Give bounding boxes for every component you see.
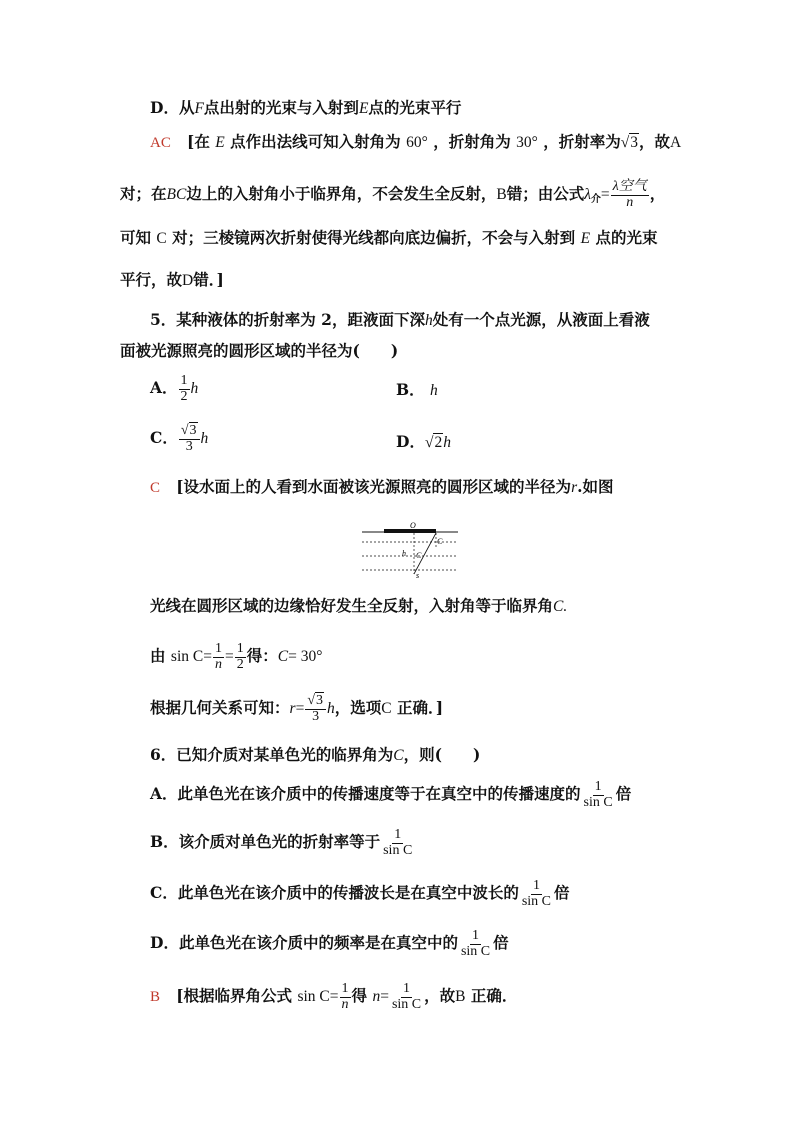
fraction-1-over-sinc — [381, 828, 414, 858]
text: [设水面上的人看到水面被该光源照亮的圆形区域的半径为 — [176, 477, 572, 496]
q5-option-a — [150, 374, 198, 404]
angle-30: = 30° — [288, 648, 323, 666]
text: 正确． — [470, 986, 518, 1006]
fraction-half — [179, 374, 190, 404]
denominator: n — [341, 996, 349, 1012]
sqrt-2: √2 — [424, 434, 443, 451]
answer-key: AC — [150, 135, 171, 151]
option-b-ref: B — [496, 186, 507, 204]
denominator: n — [626, 194, 634, 210]
text: A．此单色光在该介质中的传播速度等于在真空中的传播速度的 — [150, 784, 581, 804]
var-h: h — [443, 434, 451, 451]
denominator: 2 — [180, 388, 188, 404]
var-h: h — [200, 430, 209, 448]
denominator: sin C — [460, 943, 491, 959]
numerator: √3 — [179, 424, 200, 440]
q5-answer-line-1 — [150, 477, 614, 498]
refraction-diagram — [360, 518, 460, 580]
sin-c — [171, 648, 203, 665]
text: 得： — [246, 646, 278, 666]
q6-stem — [150, 745, 480, 766]
q4-answer-line-4 — [120, 270, 224, 291]
text: ， — [649, 184, 666, 204]
q5-option-b — [396, 380, 438, 401]
text: ，故 — [639, 132, 671, 151]
denominator: sin C — [383, 842, 413, 858]
option-label: B． — [396, 380, 425, 399]
text: 可知 — [120, 228, 152, 247]
q6-answer — [150, 982, 517, 1012]
text: 点的光束 — [595, 228, 658, 247]
q5-answer-line-3 — [150, 642, 322, 672]
text: 点出射的光束与入射到 — [203, 98, 359, 117]
numerator: 1 — [472, 928, 480, 943]
var-r: r — [289, 700, 296, 718]
fraction-sqrt3-over-3 — [179, 424, 200, 454]
angle-60: 60° — [406, 134, 428, 151]
lambda: λ — [584, 186, 591, 204]
sin-c-text: sin C — [170, 648, 204, 666]
var-r: r — [571, 479, 578, 496]
numerator: 1 — [341, 981, 349, 996]
q5-option-d — [396, 432, 451, 453]
fraction-1-over-sinc — [459, 929, 492, 959]
text: 光线在圆形区域的边缘恰好发生全反射，入射角等于临界角 — [150, 596, 554, 615]
denominator: sin C — [521, 893, 552, 909]
option-label: A． — [150, 378, 178, 398]
option-a-ref: A — [670, 134, 682, 151]
q6-option-b — [150, 828, 415, 858]
fraction-1-over-2 — [235, 642, 246, 672]
var-e: E — [358, 100, 369, 117]
label-c-top: C — [437, 537, 443, 546]
var-c: C — [393, 747, 404, 764]
fraction-1-over-sinc — [390, 982, 423, 1012]
label-o: O — [410, 521, 416, 530]
text: ，选项 — [334, 698, 382, 718]
text: 由 — [150, 646, 166, 666]
text: 处有一个点光源，从液面上看液 — [432, 310, 650, 329]
option-d-ref: D — [182, 272, 194, 289]
var-h: h — [424, 312, 433, 329]
answer-key: C — [150, 480, 161, 496]
fraction-1-over-sinc — [582, 780, 615, 810]
equals: = — [329, 988, 339, 1006]
numerator: λ空气 — [612, 179, 647, 194]
numerator: 1 — [403, 981, 411, 996]
denominator: sin C — [391, 996, 422, 1012]
var-c: C — [277, 648, 289, 666]
q6-option-a — [150, 780, 631, 810]
label-s: s — [416, 571, 420, 580]
numerator: 1 — [236, 641, 244, 656]
option-c-ref: C — [156, 230, 167, 247]
answer-key: B — [150, 989, 161, 1006]
var-h: h — [327, 700, 335, 718]
numerator: √3 — [305, 694, 326, 710]
text: 倍 — [615, 784, 632, 804]
numerator: 1 — [180, 373, 188, 388]
denominator: 3 — [312, 708, 320, 724]
radicand: 3 — [189, 423, 197, 438]
numerator: 1 — [394, 827, 402, 842]
denominator: n — [214, 656, 222, 672]
option-label: D． — [396, 432, 425, 451]
equals: = — [600, 186, 610, 204]
numerator: 1 — [594, 779, 602, 794]
text: 6．已知介质对某单色光的临界角为 — [150, 745, 394, 764]
text: 5．某种液体的折射率为 2，距液面下深 — [150, 310, 425, 329]
text: D．此单色光在该介质中的频率是在真空中的 — [150, 933, 458, 953]
angle-30: 30° — [516, 134, 538, 151]
denominator: sin C — [583, 794, 613, 810]
equals: = — [295, 700, 305, 718]
text: .如图 — [577, 477, 614, 496]
text: 平行，故 — [120, 270, 183, 289]
text: C．此单色光在该介质中的传播波长是在真空中波长的 — [150, 883, 519, 903]
label-h: h — [402, 549, 406, 558]
equals: = — [380, 988, 389, 1006]
q6-option-c — [150, 879, 570, 909]
sqrt-3: √3 — [620, 134, 639, 151]
q4-answer-line-1 — [150, 132, 681, 153]
q5-option-c — [150, 424, 208, 454]
q6-option-d — [150, 929, 509, 959]
text: 对；在 — [120, 184, 167, 204]
denominator: 2 — [236, 656, 244, 672]
text: B．该介质对单色光的折射率等于 — [150, 832, 381, 852]
text: 倍 — [493, 933, 509, 953]
text: 点的光束平行 — [368, 98, 462, 117]
text: D．从 — [150, 98, 195, 117]
var-h: h — [430, 382, 438, 399]
text: 边上的入射角小于临界角，不会发生全反射， — [186, 184, 497, 204]
var-f: F — [194, 100, 204, 117]
var-e: E — [215, 134, 225, 151]
q5-answer-line-2 — [150, 596, 567, 617]
text: 点作出法线可知入射角为 — [230, 132, 401, 151]
text: ，折射率为 — [543, 132, 621, 151]
text: 错．] — [193, 270, 224, 289]
text: ，则( ) — [403, 745, 481, 764]
var-c: C. — [553, 598, 568, 615]
fraction-sqrt3-over-3 — [305, 694, 326, 724]
text: 倍 — [554, 883, 570, 903]
q5-answer-line-4 — [150, 694, 443, 724]
q4-answer-line-2 — [120, 180, 665, 210]
text: ，故 — [424, 986, 456, 1006]
radicand: 2 — [434, 434, 443, 451]
option-b-ref: B — [455, 988, 466, 1006]
fraction-1-over-n — [340, 982, 351, 1012]
q5-stem-line-2: 面被光源照亮的圆形区域的半径为( ) — [120, 341, 399, 360]
q5-stem-line-1 — [150, 310, 650, 331]
radicand: 3 — [630, 134, 639, 151]
fraction-1-over-n — [213, 642, 224, 672]
text: [根据临界角公式 — [176, 986, 293, 1006]
text: 根据几何关系可知： — [150, 698, 290, 718]
equals: = — [203, 648, 212, 666]
var-e: E — [580, 230, 591, 247]
fraction-lambda-over-n — [611, 180, 649, 210]
prev-option-d — [150, 98, 461, 119]
numerator: 1 — [214, 641, 222, 656]
lambda-subscript: 介 — [590, 194, 601, 206]
sin-c-text: sin C — [297, 988, 330, 1006]
var-bc: BC — [166, 186, 187, 204]
text: [在 — [187, 132, 210, 151]
denominator: 3 — [185, 438, 193, 454]
text: ，折射角为 — [433, 132, 511, 151]
q4-answer-line-3 — [120, 228, 657, 249]
equals: = — [224, 648, 234, 666]
text: 对；三棱镜两次折射使得光线都向底边偏折，不会与入射到 — [172, 228, 576, 247]
option-c-ref: C — [381, 700, 392, 718]
fraction-1-over-sinc — [520, 879, 553, 909]
text: 正确．] — [397, 698, 444, 718]
numerator: 1 — [532, 878, 540, 893]
var-h: h — [190, 380, 199, 398]
option-label: C． — [150, 428, 178, 448]
text: 得 — [351, 986, 368, 1006]
text: 错；由公式 — [506, 184, 585, 204]
var-n: n — [372, 988, 381, 1006]
radicand: 3 — [316, 693, 323, 708]
label-c-mid: C — [416, 551, 422, 560]
